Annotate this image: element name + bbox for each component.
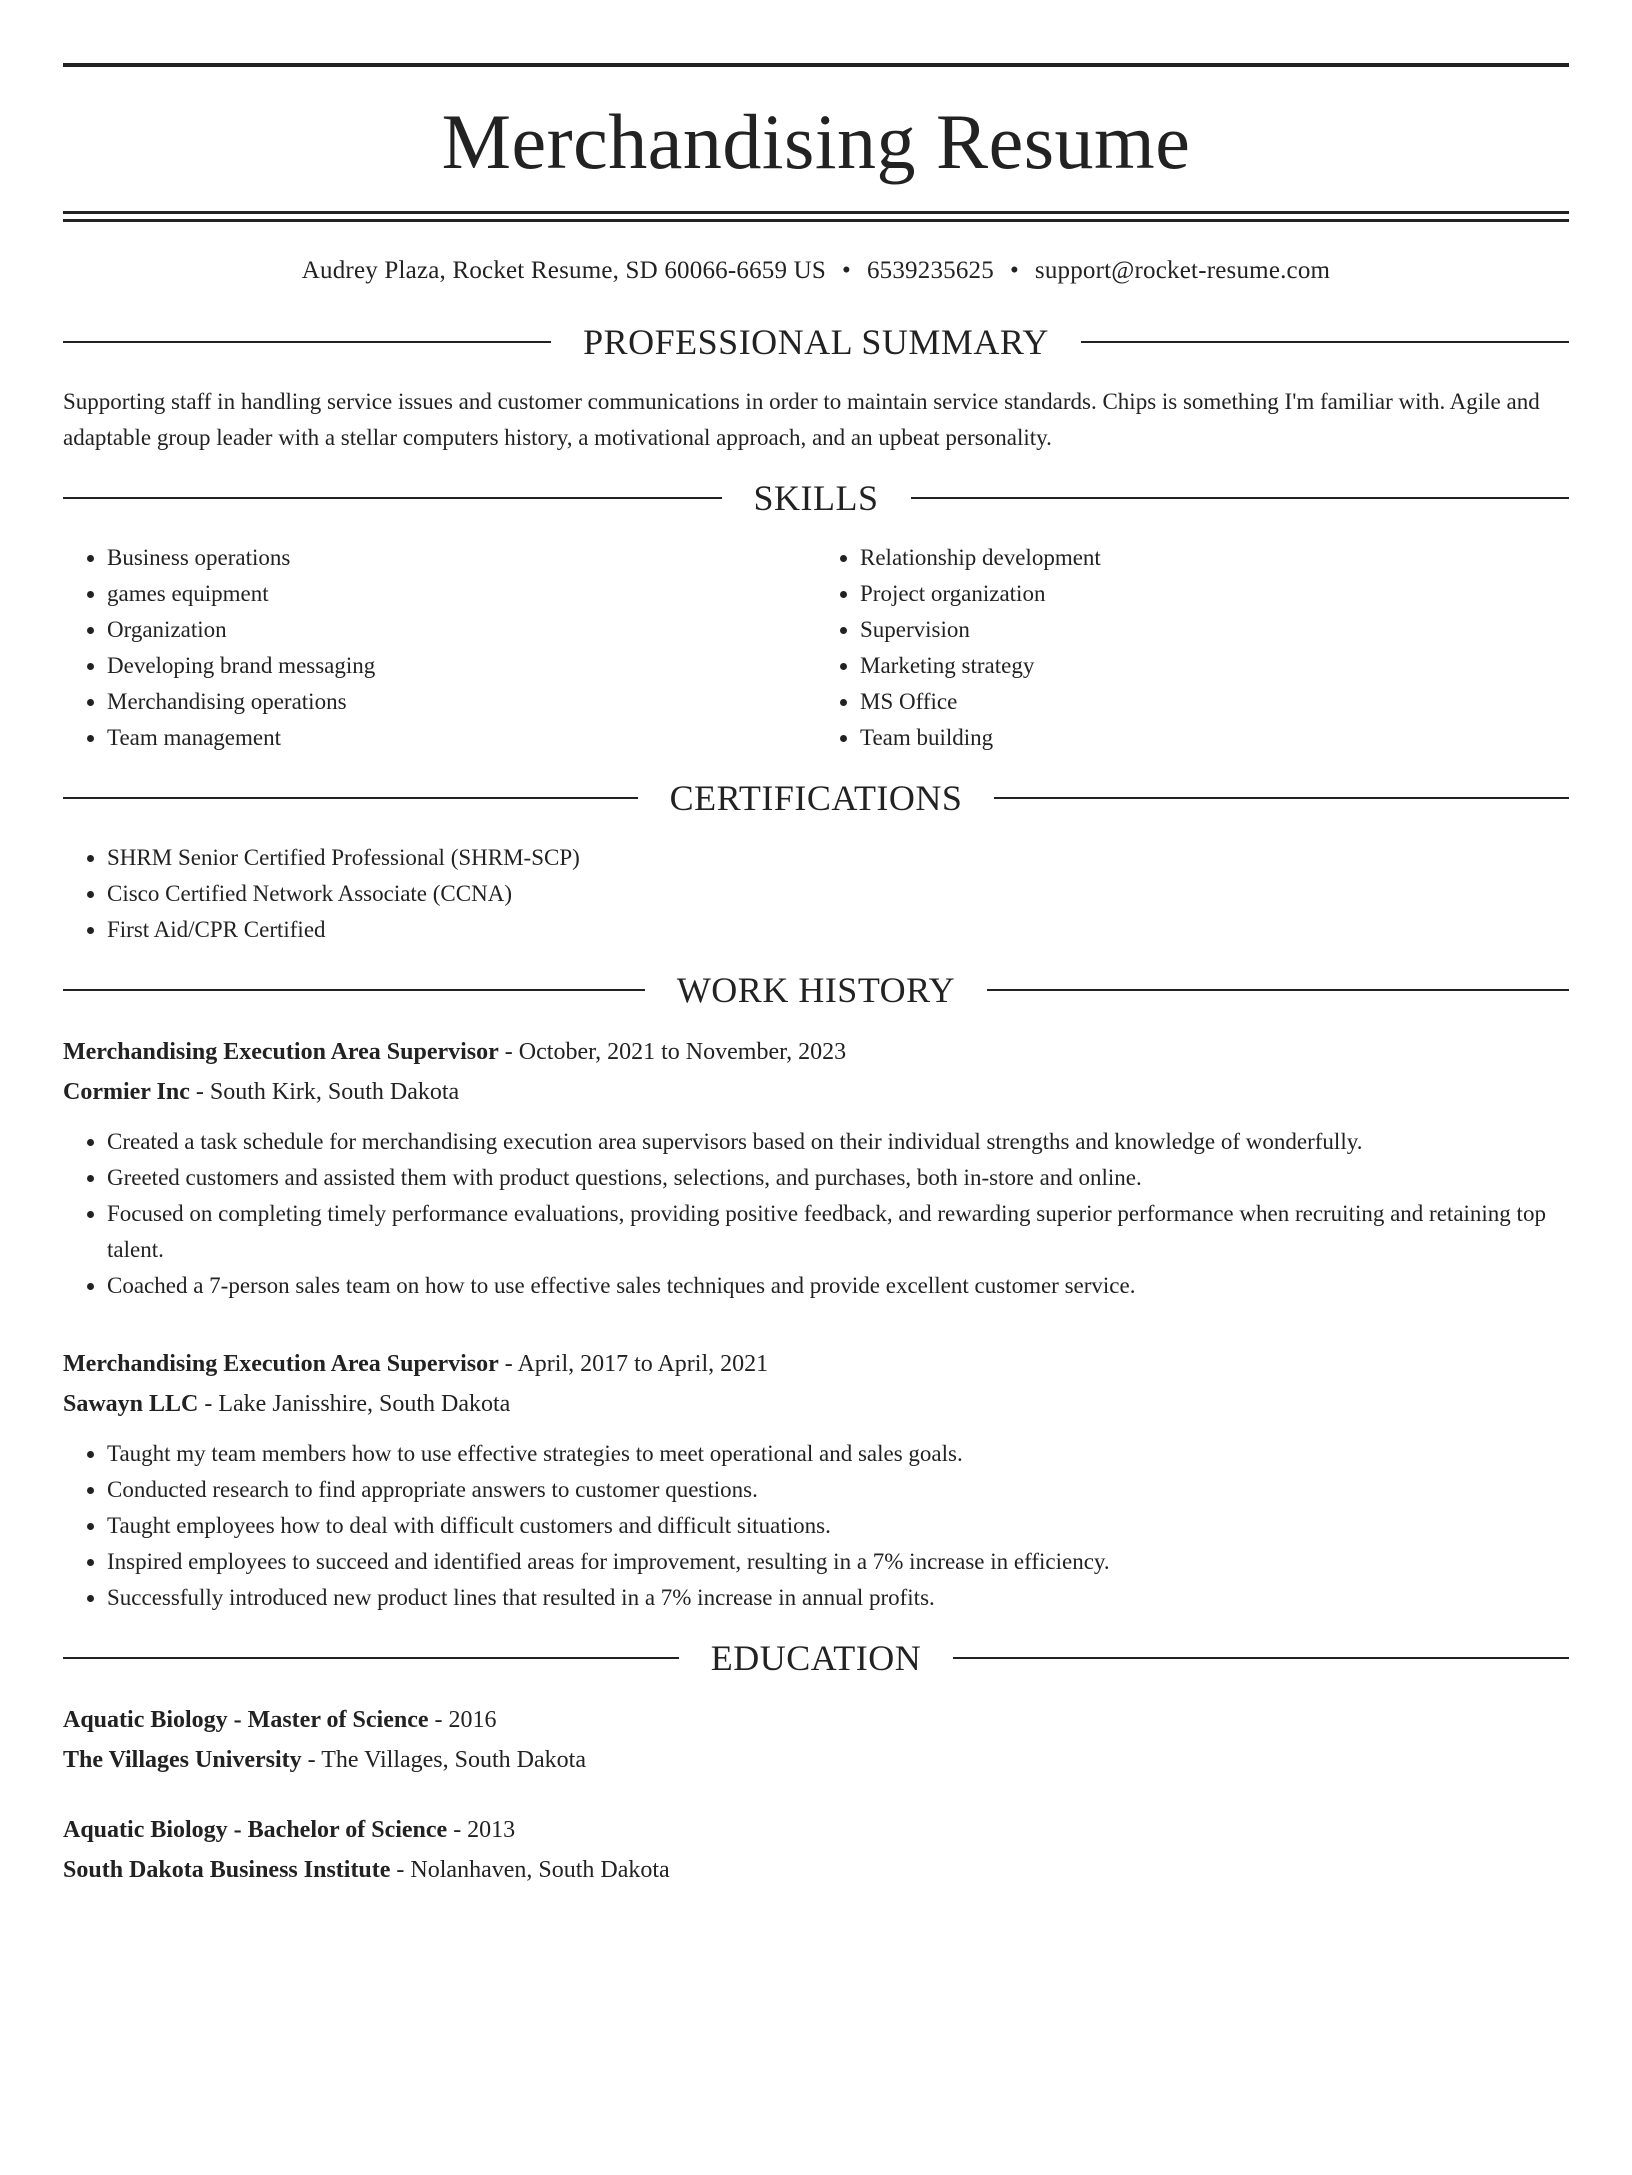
job-bullet: • Taught my team members how to use effective strategies to meet operational and sales goals. (107, 1436, 1569, 1472)
job-bullet: • Inspired employees to succeed and identified areas for improvement, resulting in a 7% increase in efficiency. (107, 1544, 1569, 1580)
job-title: Merchandising Execution Area Supervisor (63, 1351, 499, 1377)
section-title: PROFESSIONAL SUMMARY (583, 322, 1049, 362)
skill-item: • Team building (860, 720, 1569, 756)
contact-line (63, 256, 1569, 286)
section-heading-education (63, 1638, 1569, 1678)
skill-item: • Marketing strategy (860, 648, 1569, 684)
section-heading-work-history (63, 970, 1569, 1010)
skills-list (63, 540, 1569, 756)
job-bullet: • Conducted research to find appropriate answers to customer questions. (107, 1472, 1569, 1508)
certification-item: • Cisco Certified Network Associate (CCNA) (107, 876, 1569, 912)
contact-email: support@rocket-resume.com (1034, 257, 1331, 284)
divider (63, 1657, 679, 1659)
education-location: - Nolanhaven, South Dakota (390, 1857, 670, 1883)
divider (63, 989, 645, 991)
education-entry (63, 1700, 1569, 1780)
divider (911, 497, 1570, 499)
section-heading-skills (63, 478, 1569, 518)
divider (63, 797, 638, 799)
certification-item: • SHRM Senior Certified Professional (SHRM-SCP) (107, 840, 1569, 876)
job-bullets (63, 1436, 1569, 1616)
job-title: Merchandising Execution Area Supervisor (63, 1039, 499, 1065)
job-title-line (63, 1032, 1569, 1072)
job-company: Cormier Inc (63, 1079, 190, 1105)
job-bullet: • Taught employees how to deal with difficult customers and difficult situations. (107, 1508, 1569, 1544)
skills-column-left (63, 540, 816, 756)
divider (63, 341, 551, 343)
education-year: - 2013 (447, 1817, 516, 1843)
education-entry (63, 1810, 1569, 1890)
education-degree: Aquatic Biology - Bachelor of Science (63, 1817, 448, 1843)
job-location: - Lake Janisshire, South Dakota (198, 1391, 511, 1417)
skill-item: • Merchandising operations (107, 684, 816, 720)
divider (953, 1657, 1569, 1659)
job-entry (63, 1032, 1569, 1304)
job-bullet: • Created a task schedule for merchandising execution area supervisors based on their individual strengths and knowledge of wonderfully. (107, 1124, 1569, 1160)
skill-item: • Relationship development (860, 540, 1569, 576)
job-bullets (63, 1124, 1569, 1304)
contact-address: Audrey Plaza, Rocket Resume, SD 60066-6659 US (301, 257, 826, 284)
skill-item: • Business operations (107, 540, 816, 576)
skill-item: • Developing brand messaging (107, 648, 816, 684)
divider (1081, 341, 1569, 343)
divider (63, 497, 722, 499)
title-double-rule (63, 211, 1569, 222)
job-bullet: • Focused on completing timely performance evaluations, providing positive feedback, and rewarding superior performance when recruiting and retaining top talent. (107, 1196, 1569, 1268)
skill-item: • Organization (107, 612, 816, 648)
section-title: SKILLS (753, 478, 879, 518)
education-school-line (63, 1740, 1569, 1780)
job-company-line (63, 1072, 1569, 1112)
contact-separator: • (1009, 257, 1019, 284)
job-location: - South Kirk, South Dakota (189, 1079, 460, 1105)
education-degree-line (63, 1700, 1569, 1740)
section-heading-certifications (63, 778, 1569, 818)
divider (994, 797, 1569, 799)
job-title-line (63, 1344, 1569, 1384)
contact-separator: • (842, 257, 851, 284)
divider (987, 989, 1569, 991)
skill-item: • Team management (107, 720, 816, 756)
education-degree-line (63, 1810, 1569, 1850)
skills-column-right (816, 540, 1569, 756)
summary-text: Supporting staff in handling service issues and customer communications in order to maintain service standards. Chips is something I'm familiar with. Agile and adaptable group leader with a stellar computers history, a motivational approach, and an upbeat personality. (63, 389, 1540, 450)
skill-item: • games equipment (107, 576, 816, 612)
page-title: Merchandising Resume (441, 98, 1191, 185)
education-school: The Villages University (63, 1747, 302, 1773)
certification-item: • First Aid/CPR Certified (107, 912, 1569, 948)
job-bullet: • Greeted customers and assisted them with product questions, selections, and purchases, both in-store and online. (107, 1160, 1569, 1196)
education-school-line (63, 1850, 1569, 1890)
top-rule (63, 63, 1569, 67)
education-degree: Aquatic Biology - Master of Science (63, 1707, 429, 1733)
job-company-line (63, 1384, 1569, 1424)
contact-phone: 6539235625 (866, 257, 994, 284)
education-year: - 2016 (428, 1707, 497, 1733)
section-heading-summary (63, 322, 1569, 362)
education-location: - The Villages, South Dakota (301, 1747, 586, 1773)
job-company: Sawayn LLC (63, 1391, 199, 1417)
skill-item: • Supervision (860, 612, 1569, 648)
section-title: EDUCATION (710, 1638, 922, 1678)
skill-item: • Project organization (860, 576, 1569, 612)
job-entry (63, 1344, 1569, 1616)
job-dates: - April, 2017 to April, 2021 (498, 1351, 769, 1377)
section-title: CERTIFICATIONS (669, 778, 963, 818)
job-bullet: • Coached a 7-person sales team on how to use effective sales techniques and provide excellent customer service. (107, 1268, 1569, 1304)
resume-page (0, 63, 1632, 2175)
job-dates: - October, 2021 to November, 2023 (498, 1039, 847, 1065)
job-bullet: • Successfully introduced new product lines that resulted in a 7% increase in annual profits. (107, 1580, 1569, 1616)
education-school: South Dakota Business Institute (63, 1857, 391, 1883)
skill-item: • MS Office (860, 684, 1569, 720)
certifications-list (63, 840, 1569, 948)
section-title: WORK HISTORY (676, 970, 956, 1010)
